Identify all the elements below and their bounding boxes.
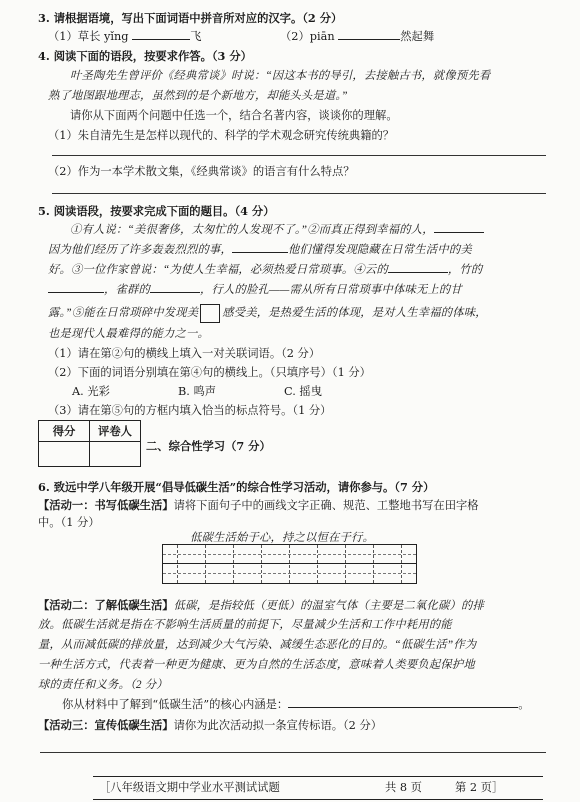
q5-line3 bbox=[48, 261, 482, 279]
q5-sub2: （2）下面的词语分别填在第④句的横线上。（只填序号）（1 分） bbox=[48, 366, 371, 379]
q4-quote-line1: 叶圣陶先生曾评价《经典常谈》时说：“因这本书的导引，去接触古书，就像预先看 bbox=[70, 70, 491, 82]
footer-page-number: 第 2 页］ bbox=[455, 781, 504, 794]
footer-total-pages: 共 8 页 bbox=[385, 781, 422, 794]
q5-line4-b: ，行人的脸孔——需从所有日常琐事中体味无上的甘 bbox=[200, 284, 462, 296]
footer-exam-title: ［八年级语文期中学业水平测试试题 bbox=[99, 781, 280, 794]
q6-act1-text: 请将下面句子中的画线文字正确、规范、工整地书写在田字格 bbox=[173, 499, 479, 512]
q5-sub3: （3）请在第⑤句的方框内填入恰当的标点符号。（1 分） bbox=[48, 404, 332, 417]
q5-line4 bbox=[48, 281, 462, 299]
q4-quote-line2: 熟了地图跟地理志，虽然到的是个新地方，却能头头是道。” bbox=[48, 90, 348, 102]
q5-line1-text: ①有人说：“美很奢侈，太匆忙的人发现不了。”②而真正得到幸福的人， bbox=[70, 224, 434, 236]
q4-title: 4. 阅读下面的语段，按要求作答。（3 分） bbox=[38, 49, 252, 63]
q4-sub1: （1）朱自清先生是怎样以现代的、科学的学术观念研究传统典籍的？ bbox=[48, 129, 395, 142]
grader-cell[interactable] bbox=[90, 442, 141, 467]
q6-act2-question bbox=[62, 696, 530, 714]
q5-line5-b: 感受美，是热爱生活的体现，是对人生幸福的体味， bbox=[222, 307, 487, 320]
q6-act2-question-end: 。 bbox=[518, 698, 530, 711]
q6-act3 bbox=[38, 716, 382, 735]
q4-answer-line1[interactable] bbox=[52, 155, 546, 156]
grader-header: 评卷人 bbox=[90, 421, 141, 442]
q6-act2-text1: 低碳，是指较低（更低）的温室气体（主要是二氧化碳）的排 bbox=[173, 600, 484, 612]
q5-option-a: A. 光彩 bbox=[72, 385, 110, 398]
q5-line2 bbox=[48, 241, 472, 259]
q3-item2 bbox=[280, 28, 434, 46]
q5-title: 5. 阅读语段，按要求完成下面的题目。（4 分） bbox=[38, 204, 275, 218]
score-cell[interactable] bbox=[39, 442, 90, 467]
q5-blank-conj2[interactable] bbox=[232, 241, 288, 253]
q6-act1-text2: 中。（1 分） bbox=[38, 516, 100, 529]
q6-act3-tag: 【活动三：宣传低碳生活】 bbox=[38, 718, 174, 732]
q5-line6: 也是现代人最难得的能力之一。 bbox=[48, 328, 209, 340]
q3-item1-suffix: 飞 bbox=[190, 30, 202, 43]
q6-act2-tag: 【活动二：了解低碳生活】 bbox=[38, 598, 174, 612]
q5-blank-bamboo[interactable] bbox=[48, 281, 104, 293]
page-footer bbox=[93, 776, 543, 800]
q5-line1 bbox=[70, 221, 484, 239]
q3-title: 3. 请根据语境，写出下面词语中拼音所对应的汉字。（2 分） bbox=[38, 11, 343, 25]
section2-title: 二、综合性学习（7 分） bbox=[146, 439, 271, 453]
q6-title: 6. 致远中学八年级开展“倡导低碳生活”的综合性学习活动，请你参与。（7 分） bbox=[38, 480, 435, 494]
q6-act1 bbox=[38, 496, 479, 515]
q6-sentence-underlined: 低碳生活始于心 bbox=[190, 532, 271, 544]
q5-blank-conj1[interactable] bbox=[434, 221, 484, 233]
q5-line2-a: 因为他们经历了许多轰轰烈烈的事， bbox=[48, 244, 232, 256]
q6-act2-line1 bbox=[38, 596, 484, 615]
q3-item2-blank[interactable] bbox=[338, 28, 400, 40]
q4-sub2: （2）作为一本学术散文集，《经典常谈》的语言有什么特点？ bbox=[48, 165, 355, 178]
q3-item2-prefix: （2）piān bbox=[280, 30, 335, 43]
q5-line2-b: 他们懂得发现隐藏在日常生活中的美 bbox=[287, 244, 472, 256]
q5-line3-a: 好。③一位作家曾说：“为使人生幸福，必须热爱日常琐事。④云的 bbox=[48, 264, 388, 276]
q5-blank-cloud[interactable] bbox=[388, 261, 448, 273]
q6-slogan-answer-line[interactable] bbox=[40, 752, 546, 753]
q6-core-meaning-blank[interactable] bbox=[288, 696, 518, 708]
q5-blank-birds[interactable] bbox=[150, 281, 200, 293]
tianzige-grid[interactable] bbox=[162, 544, 417, 584]
q5-option-b: B. 鸣声 bbox=[178, 385, 217, 398]
q5-line5-a: 露。”⑤能在日常琐碎中发现美 bbox=[48, 307, 199, 320]
q5-sub1: （1）请在第②句的横线上填入一对关联词语。（2 分） bbox=[48, 347, 321, 360]
q5-line3-b: ，竹的 bbox=[447, 264, 483, 276]
q3-item1-blank[interactable] bbox=[132, 28, 190, 40]
q6-act2-line5: 球的责任和义务。（2 分） bbox=[38, 679, 168, 691]
q4-answer-line2[interactable] bbox=[52, 193, 546, 194]
q6-sentence-rest: ，持之以恒在于行。 bbox=[270, 532, 374, 544]
q3-item1 bbox=[48, 28, 201, 46]
q6-act1-tag: 【活动一：书写低碳生活】 bbox=[38, 498, 174, 512]
score-table bbox=[38, 420, 141, 467]
q5-line5 bbox=[48, 304, 487, 323]
q5-punctuation-box[interactable] bbox=[200, 304, 220, 323]
q6-act3-text: 请你为此次活动拟一条宣传标语。（2 分） bbox=[173, 719, 383, 732]
q6-act2-line3: 量，从而减低碳的排放量，达到减少大气污染、减缓生态恶化的目的。“低碳生活”作为 bbox=[38, 639, 477, 651]
q4-instruction: 请你从下面两个问题中任选一个，结合名著内容，谈谈你的理解。 bbox=[70, 109, 398, 122]
q5-line4-a: ，雀群的 bbox=[104, 284, 150, 296]
score-header: 得分 bbox=[39, 421, 90, 442]
q6-act2-line2: 放。低碳生活就是指在不影响生活质量的前提下，尽量减少生活和工作中耗用的能 bbox=[38, 619, 452, 631]
q6-act2-line4: 一种生活方式，代表着一种更为健康、更为自然的生活态度，意味着人类要负起保护地 bbox=[38, 659, 475, 671]
q6-act2-question-text: 你从材料中了解到“低碳生活”的核心内涵是： bbox=[62, 698, 289, 711]
q5-option-c: C. 摇曳 bbox=[284, 385, 323, 398]
q3-item2-suffix: 然起舞 bbox=[400, 30, 435, 43]
q3-item1-prefix: （1）草长 yǐng bbox=[48, 30, 129, 43]
